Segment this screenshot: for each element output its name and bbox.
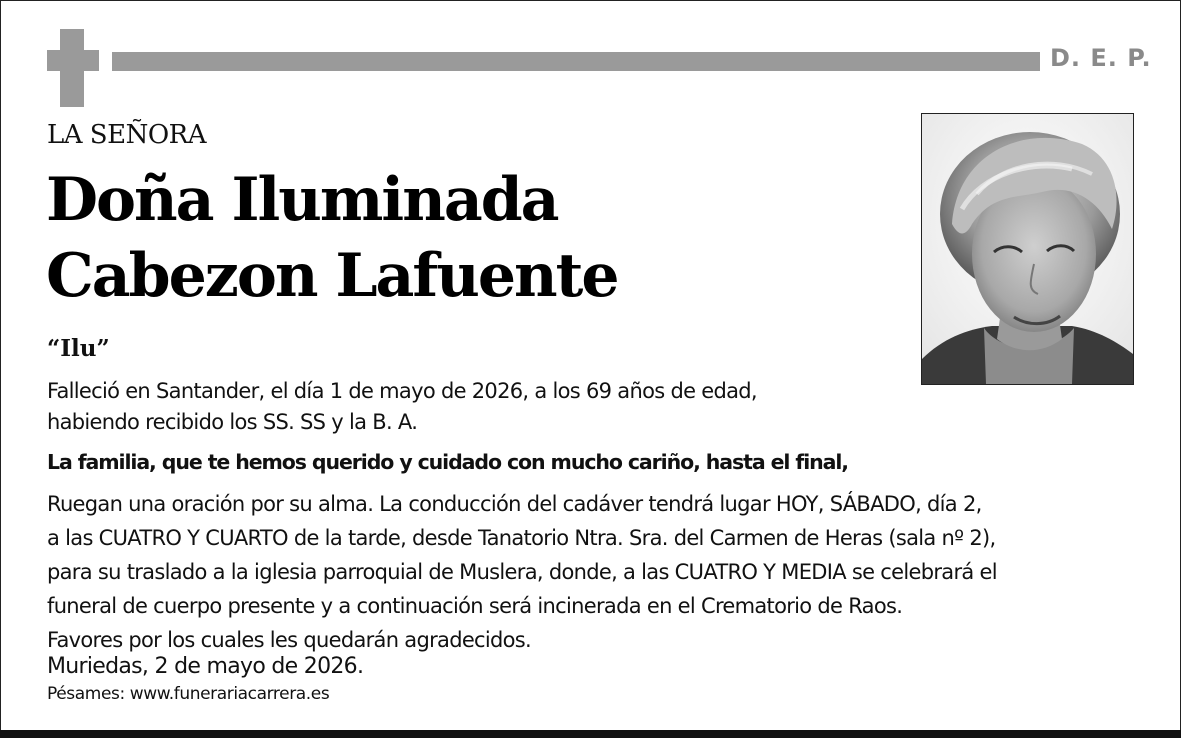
condolences-link[interactable]: Pésames: www.funerariacarrera.es [47, 684, 330, 704]
service-info-line: a las CUATRO Y CUARTO de la tarde, desde Tanatorio Ntra. Sra. del Carmen de Heras (sala nº 2), [47, 526, 996, 550]
place-date: Muriedas, 2 de mayo de 2026. [47, 654, 364, 679]
bottom-rule [0, 730, 1181, 738]
service-info-line: Favores por los cuales les quedarán agradecidos. [47, 628, 532, 652]
service-info-line: funeral de cuerpo presente y a continuación será incinerada en el Crematorio de Raos. [47, 594, 903, 618]
dep-label: D. E. P. [1050, 44, 1152, 72]
deceased-name [46, 162, 618, 314]
header-rule [112, 52, 1040, 71]
portrait-photo [921, 113, 1134, 385]
service-info-line: Ruegan una oración por su alma. La conducción del cadáver tendrá lugar HOY, SÁBADO, día 2, [47, 492, 982, 516]
nickname: “Ilu” [47, 335, 110, 362]
death-notice-line: habiendo recibido los SS. SS y la B. A. [47, 410, 418, 434]
death-notice-line: Falleció en Santander, el día 1 de mayo de 2026, a los 69 años de edad, [47, 379, 757, 403]
name-line-1: Doña Iluminada [46, 165, 558, 235]
title-prefix: LA SEÑORA [47, 120, 207, 150]
service-info-line: para su traslado a la iglesia parroquial de Muslera, donde, a las CUATRO Y MEDIA se celebrará el [47, 560, 997, 584]
name-line-2: Cabezon Lafuente [46, 241, 618, 311]
service-info [47, 487, 997, 657]
cross-icon-bar [47, 50, 99, 71]
death-notice [47, 376, 757, 438]
family-line: La familia, que te hemos querido y cuidado con mucho cariño, hasta el final, [47, 450, 848, 474]
